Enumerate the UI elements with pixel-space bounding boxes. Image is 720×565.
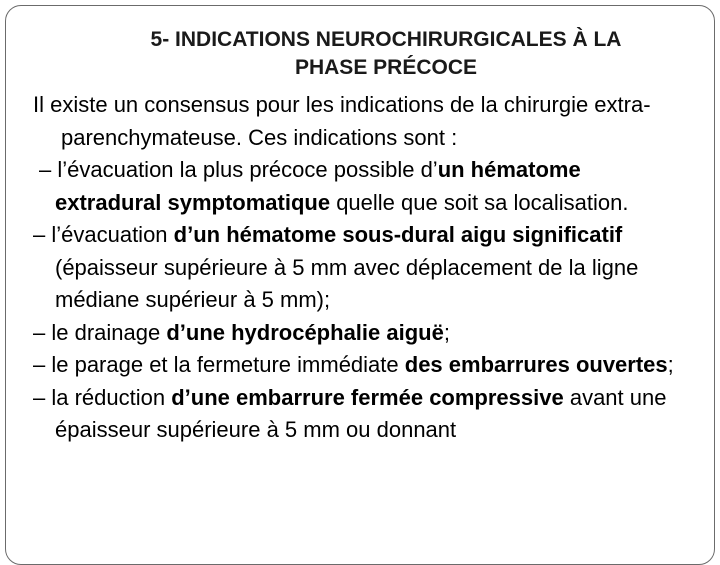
intro-paragraph: Il existe un consensus pour les indications de la chirurgie extra-parenchymateuse. Ces indications sont :	[33, 92, 651, 150]
indication-item-2-emphasis: d’un hématome sous-dural aigu significatif	[173, 222, 623, 247]
indication-item-4-emphasis: des embarrures ouvertes	[404, 352, 668, 377]
indication-item-5-prefix: – la réduction	[33, 384, 172, 410]
indication-item-3	[33, 317, 693, 350]
indication-item-2	[33, 219, 693, 317]
slide-title-line-2: PHASE PRÉCOCE	[294, 56, 478, 79]
indication-item-3-emphasis: d’une hydrocéphalie aiguë	[166, 319, 444, 345]
indication-item-2-suffix: (épaisseur supérieure à 5 mm avec déplacement de la ligne médiane supérieur à 5 mm);	[55, 254, 639, 312]
slide-title	[6, 26, 715, 82]
indication-item-4-suffix: ;	[667, 352, 674, 377]
indication-item-5	[33, 382, 693, 447]
indication-item-2-prefix: – l’évacuation	[33, 222, 174, 247]
indication-item-3-prefix: – le drainage	[33, 319, 167, 345]
indication-item-5-suffix: avant une épaisseur supérieure à 5 mm ou donnant	[55, 384, 667, 442]
indication-item-5-emphasis: d’une embarrure fermée compressive	[171, 384, 564, 410]
indication-item-1-suffix: quelle que soit sa localisation.	[330, 189, 629, 215]
indication-item-3-suffix: ;	[443, 319, 450, 345]
slide-body	[33, 89, 693, 447]
indication-item-1-emphasis: un hématome extradural symptomatique	[55, 157, 581, 215]
indication-item-1-prefix: – l’évacuation la plus précoce possible d’	[39, 157, 438, 182]
indication-item-1	[33, 154, 693, 219]
indication-item-4	[33, 349, 693, 382]
slide-title-line-1: 5- INDICATIONS NEUROCHIRURGICALES À LA	[150, 28, 622, 51]
indication-item-4-prefix: – le parage et la fermeture immédiate	[33, 352, 405, 377]
slide	[5, 5, 715, 565]
